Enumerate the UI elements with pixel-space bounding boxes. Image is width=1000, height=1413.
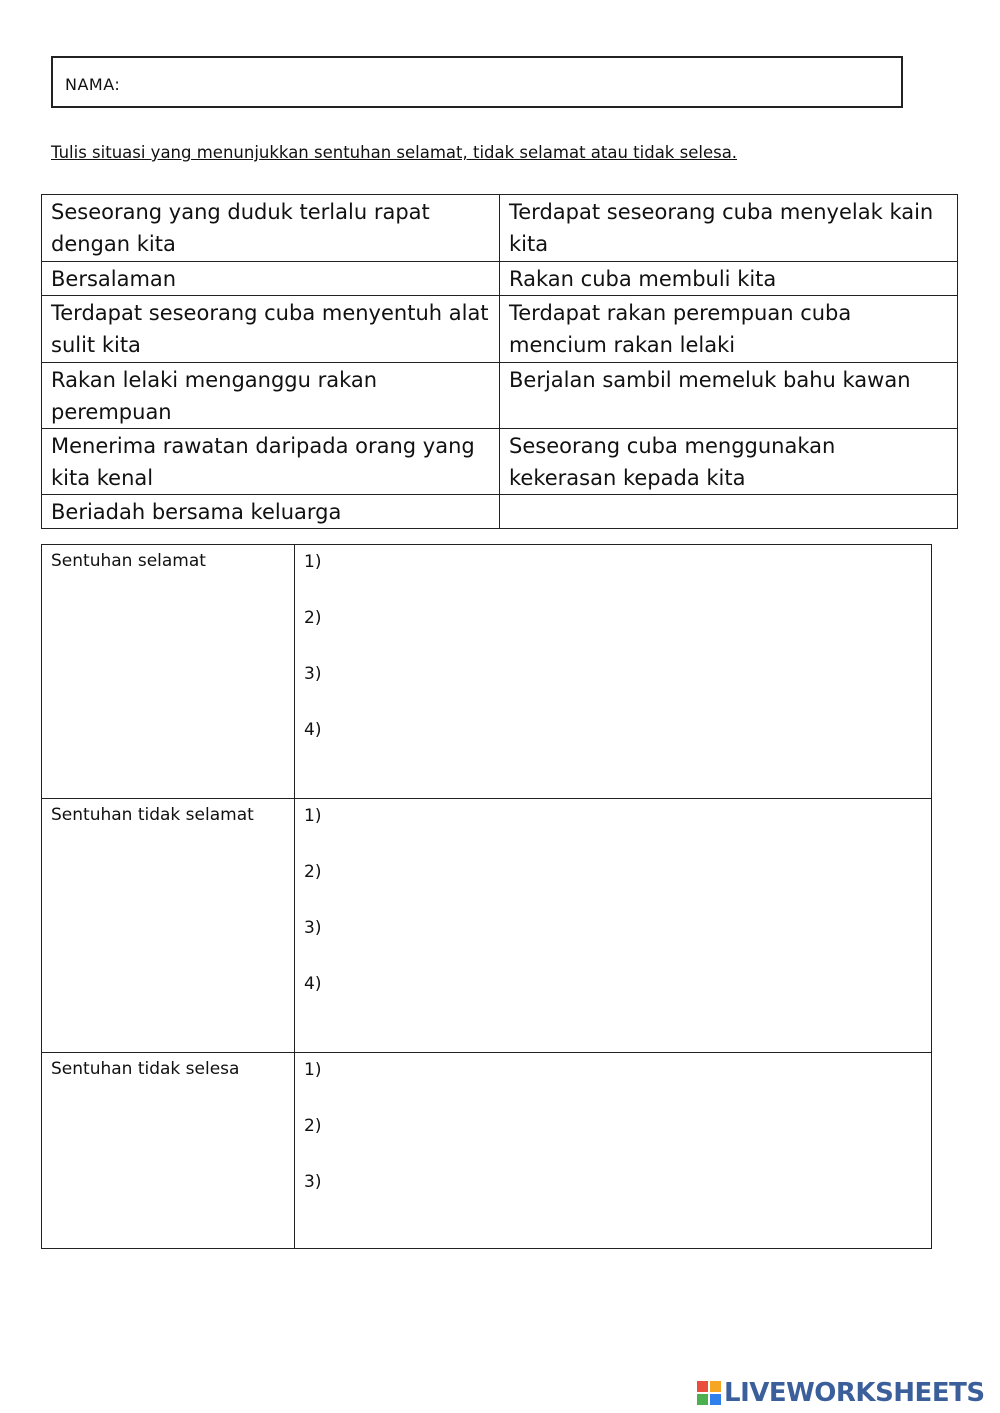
table-row xyxy=(42,545,932,799)
logo-icon xyxy=(697,1381,721,1405)
situation-cell: Terdapat seseorang cuba menyentuh alat sulit kita xyxy=(42,296,500,363)
answer-cell xyxy=(295,1053,932,1249)
logo-square xyxy=(710,1381,721,1392)
table-row xyxy=(42,799,932,1053)
answer-number: 2) xyxy=(304,862,322,882)
situation-cell: Berjalan sambil memeluk bahu kawan xyxy=(500,363,958,429)
answer-number: 4) xyxy=(304,974,322,994)
answer-input[interactable] xyxy=(330,860,910,884)
situation-cell: Rakan lelaki menganggu rakan perempuan xyxy=(42,363,500,429)
answer-input[interactable] xyxy=(330,1058,910,1082)
answer-number: 3) xyxy=(304,664,322,684)
answer-number: 1) xyxy=(304,1060,322,1080)
category-label-unsafe: Sentuhan tidak selamat xyxy=(42,799,295,1053)
situation-cell: Terdapat seseorang cuba menyelak kain kita xyxy=(500,195,958,262)
answer-input[interactable] xyxy=(330,550,910,574)
situation-cell: Terdapat rakan perempuan cuba mencium rakan lelaki xyxy=(500,296,958,363)
table-row xyxy=(42,363,958,429)
answers-table xyxy=(41,544,932,1249)
answer-input[interactable] xyxy=(330,718,910,742)
situation-cell xyxy=(500,495,958,529)
answer-number: 2) xyxy=(304,1116,322,1136)
logo-square xyxy=(697,1381,708,1392)
answer-number: 1) xyxy=(304,806,322,826)
situation-cell: Seseorang yang duduk terlalu rapat dengan kita xyxy=(42,195,500,262)
logo-square xyxy=(697,1394,708,1405)
instruction-text: Tulis situasi yang menunjukkan sentuhan selamat, tidak selamat atau tidak selesa. xyxy=(51,143,738,162)
situation-cell: Bersalaman xyxy=(42,262,500,296)
situation-cell: Seseorang cuba menggunakan kekerasan kepada kita xyxy=(500,429,958,495)
answer-cell xyxy=(295,545,932,799)
table-row xyxy=(42,495,958,529)
answer-input[interactable] xyxy=(330,606,910,630)
answer-number: 4) xyxy=(304,720,322,740)
category-label-uncomfortable: Sentuhan tidak selesa xyxy=(42,1053,295,1249)
answer-number: 3) xyxy=(304,1172,322,1192)
answer-input[interactable] xyxy=(330,804,910,828)
table-row xyxy=(42,1053,932,1249)
name-label: NAMA: xyxy=(65,75,121,94)
logo-text: LIVEWORKSHEETS xyxy=(724,1378,985,1408)
name-input[interactable] xyxy=(133,68,897,100)
answer-input[interactable] xyxy=(330,916,910,940)
table-row xyxy=(42,195,958,262)
answer-input[interactable] xyxy=(330,662,910,686)
answer-input[interactable] xyxy=(330,972,910,996)
answer-cell xyxy=(295,799,932,1053)
answer-input[interactable] xyxy=(330,1170,910,1194)
situation-cell: Beriadah bersama keluarga xyxy=(42,495,500,529)
answer-number: 1) xyxy=(304,552,322,572)
liveworksheets-logo xyxy=(697,1377,985,1409)
table-row xyxy=(42,262,958,296)
answer-number: 2) xyxy=(304,608,322,628)
situation-cell: Rakan cuba membuli kita xyxy=(500,262,958,296)
name-box xyxy=(51,56,903,108)
table-row xyxy=(42,296,958,363)
situations-table xyxy=(41,194,958,529)
answer-number: 3) xyxy=(304,918,322,938)
logo-square xyxy=(710,1394,721,1405)
situation-cell: Menerima rawatan daripada orang yang kita kenal xyxy=(42,429,500,495)
table-row xyxy=(42,429,958,495)
category-label-safe: Sentuhan selamat xyxy=(42,545,295,799)
answer-input[interactable] xyxy=(330,1114,910,1138)
